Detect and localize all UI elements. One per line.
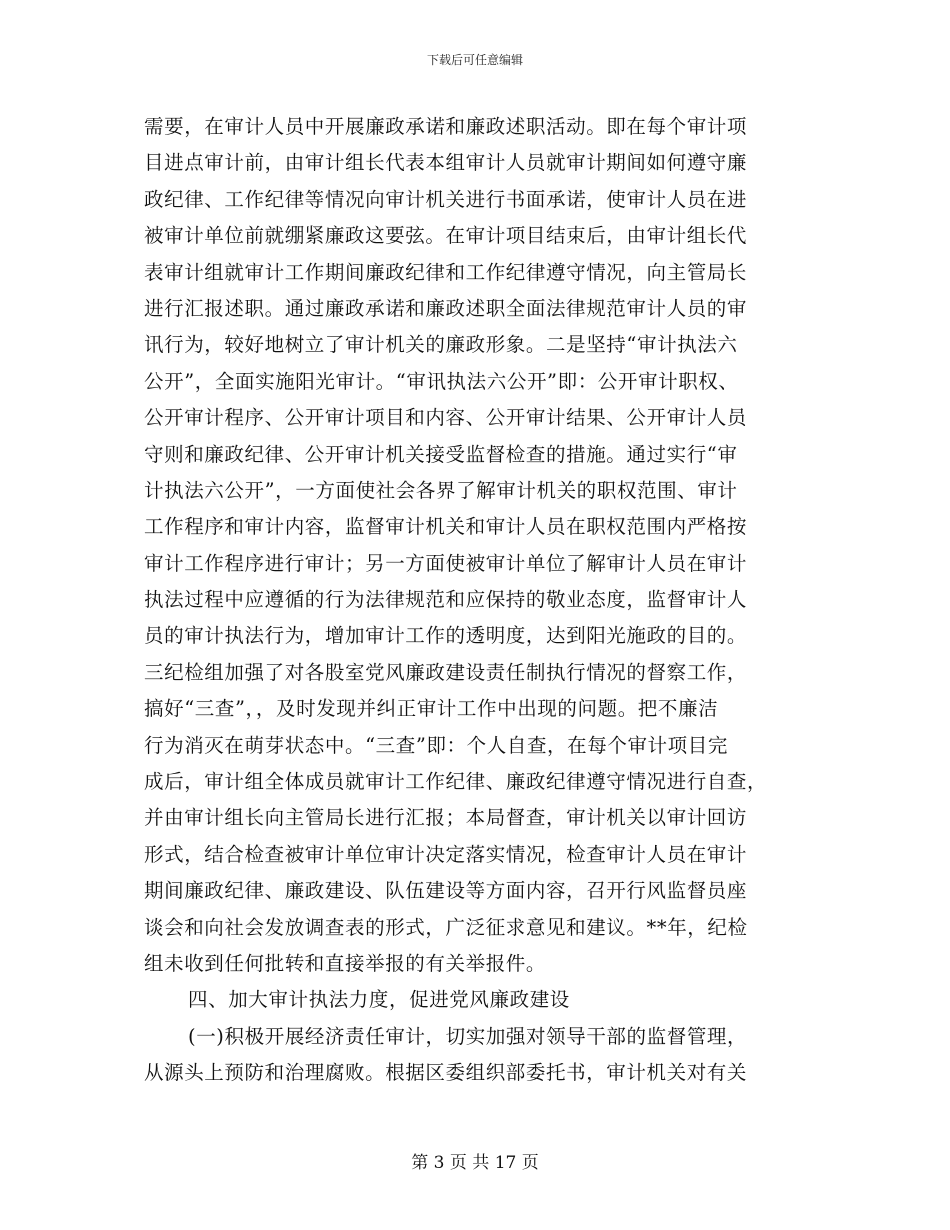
document-body [144,109,824,1092]
body-line: 谈会和向社会发放调查表的形式，广泛征求意见和建议。**年，纪检 [144,915,748,939]
body-line: 表审计组就审计工作期间廉政纪律和工作纪律遵守情况，向主管局长 [144,260,748,284]
body-line: 并由审计组长向主管局长进行汇报；本局督查，审计机关以审计回访 [144,806,748,830]
body-line: 公开”，全面实施阳光审计。“审讯执法六公开”即：公开审计职权、 [144,369,739,393]
body-line: 讯行为，较好地树立了审计机关的廉政形象。二是坚持“审计执法六 [144,333,738,357]
body-line: 守则和廉政纪律、公开审计机关接受监督检查的措施。通过实行“审 [144,442,738,466]
body-line: 执法过程中应遵循的行为法律规范和应保持的敬业态度，监督审计人 [144,588,748,612]
body-line: 组未收到任何批转和直接举报的有关举报件。 [144,951,547,975]
page-number-footer: 第 3 页 共 17 页 [411,1153,539,1173]
body-line: 行为消灭在萌芽状态中。“三查”即：个人自查，在每个审计项目完 [144,733,728,757]
body-line: 进行汇报述职。通过廉政承诺和廉政述职全面法律规范审计人员的审 [144,296,748,320]
body-line: 被审计单位前就绷紧廉政这要弦。在审计项目结束后，由审计组长代 [144,224,748,248]
body-line: 搞好“三查”，，及时发现并纠正审计工作中出现的问题。把不廉洁 [144,697,719,721]
body-line: 形式，结合检查被审计单位审计决定落实情况，检查审计人员在审计 [144,842,748,866]
section-heading: 四、加大审计执法力度，促进党风廉政建设 [188,988,570,1012]
body-line: 政纪律、工作纪律等情况向审计机关进行书面承诺，使审计人员在进 [144,187,748,211]
body-line: 工作程序和审计内容，监督审计机关和审计人员在职权范围内严格按 [144,515,748,539]
body-line: 员的审计执法行为，增加审计工作的透明度，达到阳光施政的目的。 [144,624,748,648]
page-header: 下载后可任意编辑 [426,53,523,67]
body-line: 公开审计程序、公开审计项目和内容、公开审计结果、公开审计人员 [144,406,748,430]
body-line: 期间廉政纪律、廉政建设、队伍建设等方面内容，召开行风监督员座 [144,879,748,903]
body-line: 计执法六公开”，一方面使社会各界了解审计机关的职权范围、审计 [144,478,738,502]
body-line: 目进点审计前，由审计组长代表本组审计人员就审计期间如何遵守廉 [144,151,748,175]
subsection-heading-line: (一)积极开展经济责任审计，切实加强对领导干部的监督管理， [188,1024,748,1048]
body-line: 审计工作程序进行审计；另一方面使被审计单位了解审计人员在审计 [144,551,748,575]
body-line: 三纪检组加强了对各股室党风廉政建设责任制执行情况的督察工作， [144,660,748,684]
body-line: 需要，在审计人员中开展廉政承诺和廉政述职活动。即在每个审计项 [144,115,748,138]
body-line: 成后，审计组全体成员就审计工作纪律、廉政纪律遵守情况进行自查， [144,770,768,794]
body-line: 从源头上预防和治理腐败。根据区委组织部委托书，审计机关对有关 [144,1061,748,1085]
